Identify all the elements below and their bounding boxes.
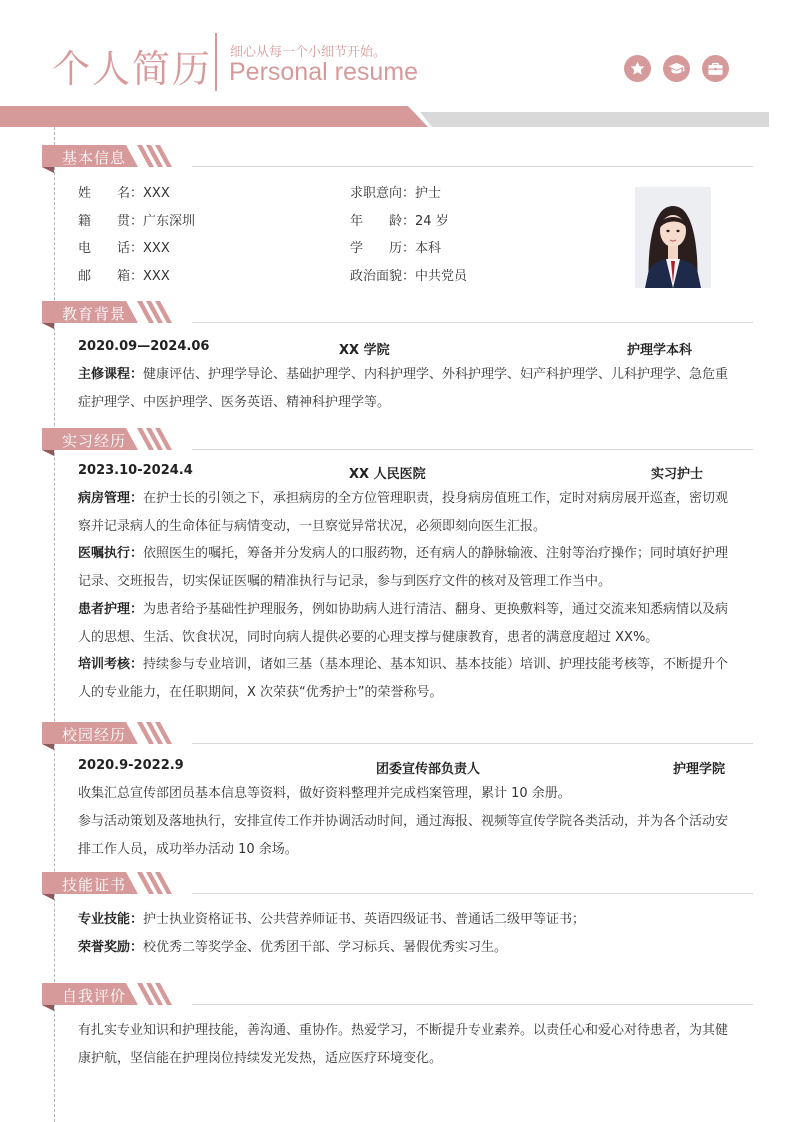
education-courses: 主修课程：健康评估、护理学导论、基础护理学、内科护理学、外科护理学、妇产科护理学、儿科护理学、急危重症护理学、中医护理学、医务英语、精神科护理学等。 bbox=[78, 367, 729, 410]
info-intent: 求职意向：护士 bbox=[350, 186, 442, 201]
section-title: 自我评价 bbox=[62, 987, 127, 1005]
section-header-basic bbox=[42, 145, 753, 171]
info-politics: 政治面貌：中共党员 bbox=[350, 269, 468, 284]
resume-title-en: Personal resume bbox=[229, 58, 418, 86]
section-header-internship bbox=[42, 428, 753, 454]
section-header-campus bbox=[42, 722, 753, 748]
internship-org: XX 人民医院 bbox=[349, 467, 426, 482]
section-title: 基本信息 bbox=[62, 149, 127, 167]
skills-awards: 荣誉奖励：校优秀二等奖学金、优秀团干部、学习标兵、暑假优秀实习生。 bbox=[78, 940, 508, 955]
info-email: 邮 箱：XXX bbox=[78, 269, 170, 284]
graduation-cap-icon bbox=[663, 55, 690, 82]
section-header-self bbox=[42, 983, 753, 1009]
section-header-skills bbox=[42, 872, 753, 898]
info-degree: 学 历：本科 bbox=[350, 241, 442, 256]
internship-role: 实习护士 bbox=[651, 467, 704, 482]
education-date: 2020.09—2024.06 bbox=[78, 339, 210, 354]
info-name: 姓 名：XXX bbox=[78, 186, 170, 201]
education-major: 护理学本科 bbox=[627, 343, 693, 358]
internship-item: 病房管理：在护士长的引领之下，承担病房的全方位管理职责，投身病房值班工作，定时对病房展开巡查，密切观察并记录病人的生命体征与病情变动，一旦察觉异常状况，必须即刻向医生汇报。 bbox=[78, 491, 729, 534]
star-icon bbox=[624, 55, 651, 82]
section-title: 教育背景 bbox=[62, 305, 127, 323]
section-title: 实习经历 bbox=[62, 432, 127, 450]
campus-role: 团委宣传部负责人 bbox=[376, 762, 481, 777]
section-header-education bbox=[42, 301, 753, 327]
info-phone: 电 话：XXX bbox=[78, 241, 170, 256]
campus-date: 2020.9-2022.9 bbox=[78, 758, 184, 773]
profile-photo bbox=[635, 187, 711, 288]
timeline-dashed-line bbox=[54, 127, 55, 1122]
info-hometown: 籍 贯：广东深圳 bbox=[78, 214, 196, 229]
resume-title-cn: 个人简历 bbox=[52, 47, 213, 91]
campus-line: 参与活动策划及落地执行，安排宣传工作并协调活动时间，通过海报、视频等宣传学院各类活动，并为各个活动安排工作人员，成功举办活动 10 余场。 bbox=[78, 814, 729, 857]
campus-line: 收集汇总宣传部团员基本信息等资料，做好资料整理并完成档案管理，累计 10 余册。 bbox=[78, 786, 571, 801]
resume-slogan: 细心从每一个小细节开始。 bbox=[230, 45, 387, 60]
briefcase-icon bbox=[702, 55, 729, 82]
section-title: 技能证书 bbox=[62, 876, 127, 894]
title-divider bbox=[215, 33, 217, 91]
info-age: 年 龄：24 岁 bbox=[350, 214, 449, 229]
internship-row bbox=[78, 463, 728, 483]
header-icons bbox=[624, 55, 729, 82]
internship-item: 患者护理：为患者给予基础性护理服务，例如协助病人进行清洁、翻身、更换敷料等，通过交流来知悉病情以及病人的思想、生活、饮食状况，同时向病人提供必要的心理支撑与健康教育，患者的满意度超过 XX%。 bbox=[78, 602, 729, 645]
campus-org: 护理学院 bbox=[673, 762, 726, 777]
education-row bbox=[78, 339, 728, 359]
header-band-accent bbox=[0, 106, 428, 127]
internship-item: 培训考核：持续参与专业培训，诸如三基（基本理论、基本知识、基本技能）培训、护理技能考核等，不断提升个人的专业能力，在任职期间，X 次荣获“优秀护士”的荣誉称号。 bbox=[78, 657, 729, 700]
self-evaluation: 有扎实专业知识和护理技能，善沟通、重协作。热爱学习，不断提升专业素养。以责任心和爱心对待患者，为其健康护航，坚信能在护理岗位持续发光发热，适应医疗环境变化。 bbox=[78, 1023, 729, 1066]
internship-date: 2023.10-2024.4 bbox=[78, 463, 193, 478]
campus-row bbox=[78, 758, 728, 778]
education-school: XX 学院 bbox=[339, 343, 390, 358]
internship-item: 医嘱执行：依照医生的嘱托，筹备并分发病人的口服药物，还有病人的静脉输液、注射等治疗操作；同时填好护理记录、交班报告，切实保证医嘱的精准执行与记录，参与到医疗文件的核对及管理工作当中。 bbox=[78, 546, 729, 589]
section-title: 校园经历 bbox=[62, 726, 127, 744]
skills-certificates: 专业技能：护士执业资格证书、公共营养师证书、英语四级证书、普通话二级甲等证书； bbox=[78, 912, 586, 927]
header-band-gray bbox=[420, 112, 769, 127]
